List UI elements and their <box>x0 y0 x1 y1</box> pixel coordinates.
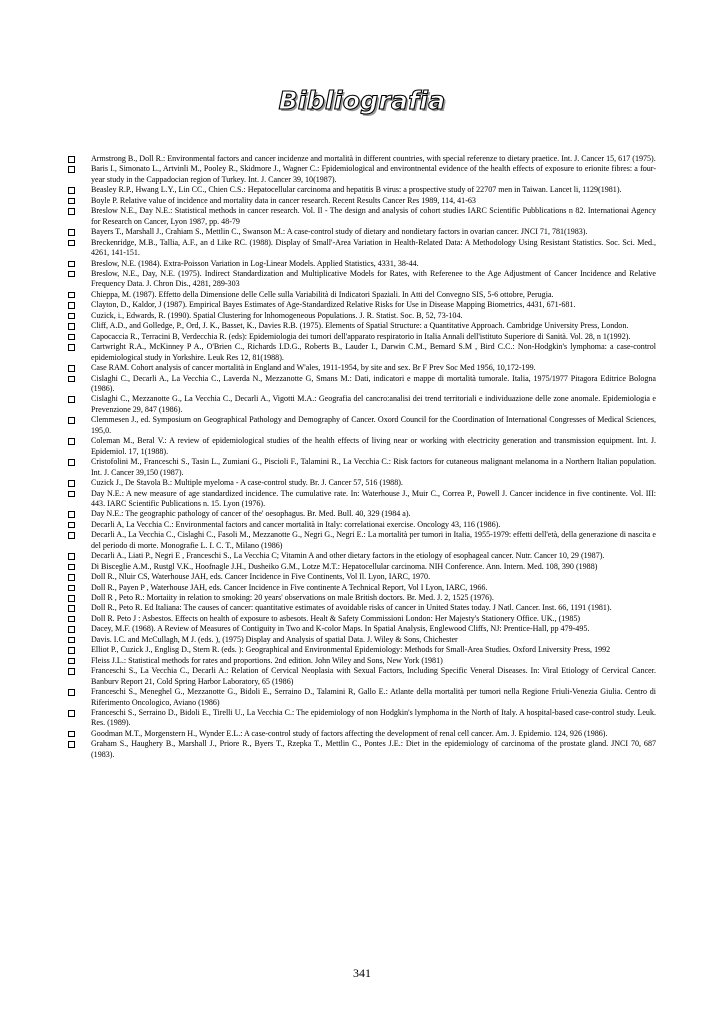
checkbox-bullet-icon <box>68 553 75 560</box>
bibliography-entry-text: Elliot P., Cuzick J., Englisg D., Stern R. (eds. ): Geographical and Environmental Epidemiology: Methods for Small-Area Studies. Oxford Lniversity Press, 1992 <box>91 645 611 655</box>
checkbox-bullet-icon <box>68 365 75 372</box>
bibliography-entry <box>68 332 656 342</box>
bibliography-entry-text: Di Bisceglie A.M., Rustgl V.K., Hoofnagle J.H., Dusheiko G.M., Lotze M.T.: Hepatocellular carcinoma. NIH Conference. Ann. Intern. Med. 108, 390 (1988) <box>91 561 598 571</box>
bibliography-entry <box>68 509 656 519</box>
bibliography-list <box>68 154 656 760</box>
bibliography-entry <box>68 593 656 603</box>
page-title: Bibliografia <box>278 86 446 115</box>
bibliography-entry-text: Davis. I.C. and McCullagh, M J. (eds. ), (1975) Display and Analysis of spatial Data. J. Wiley & Sons, Chichester <box>91 634 458 644</box>
bibliography-entry-text: Case RAM. Cohort analysis of cancer mortalità in England and W'ales, 1911-1954, by site and sex. Br F Prev Soc Med 1956, 10,172-199. <box>91 363 536 373</box>
bibliography-entry-text: Armstrong B., Doll R.: Environmental factors and cancer incidenze and mortalità in different countries, with special referenze to dietary praetice. Int. J. Cancer 15, 617 (1975). <box>91 154 656 163</box>
checkbox-bullet-icon <box>68 564 75 571</box>
bibliography-entry-text: Beasley R.P., Hwang L.Y., Lin CC., Chien C.S.: Hepatocellular carcinoma and hepatitis B virus: a prospective study of 22707 men in Taiwan. Lancet li, 1129(1981). <box>91 185 622 195</box>
checkbox-bullet-icon <box>68 271 75 278</box>
bibliography-entry-text: Bayers T., Marshall J., Crahiam S., Mettlin C., Swanson M.: A case-control study of dietary and nondietary factors in ovarian cancer. JNCI 71, 781(1983). <box>91 227 588 237</box>
checkbox-bullet-icon <box>68 292 75 299</box>
checkbox-bullet-icon <box>68 229 75 236</box>
bibliography-entry <box>68 394 656 415</box>
bibliography-entry <box>68 164 656 185</box>
checkbox-bullet-icon <box>68 334 75 341</box>
checkbox-bullet-icon <box>68 396 75 403</box>
checkbox-bullet-icon <box>68 522 75 529</box>
bibliography-entry-text: Dacey, M.F. (1968). A Review of Measures of Contiguity in Two and K-color Maps. In Spatial Analysis, Englewood Cliffs, NJ: Prentice-Hall, pp 479-495. <box>91 624 590 634</box>
checkbox-bullet-icon <box>68 637 75 644</box>
bibliography-entry-text: Breckenridge, M.B., Tallia, A.F., an d Like RC. (1988). Display of Small'-Area Variation in Health-Related Data: A Methodology Using Resistant Statistics. Soc. Sci. Med., 4261, 141-151. <box>91 237 656 258</box>
bibliography-entry <box>68 238 656 259</box>
bibliography-entry <box>68 342 656 363</box>
bibliography-entry <box>68 687 656 708</box>
bibliography-entry <box>68 415 656 436</box>
bibliography-entry <box>68 583 656 593</box>
bibliography-entry <box>68 196 656 206</box>
bibliography-entry <box>68 624 656 634</box>
bibliography-entry <box>68 457 656 478</box>
bibliography-entry <box>68 645 656 655</box>
bibliography-entry <box>68 656 656 666</box>
bibliography-entry-text: Capocaccia R., Terracini B, Verdecchia R. (eds): Epidemiologia dei tumori dell'apparato respiratorio in Italia Annali dell'istituto Superiore di Sanità. Vol. 28, n 1(1992). <box>91 331 631 341</box>
bibliography-entry-text: Fleiss J.L.: Statistical methods for rates and proportions. 2nd edition. John Wiley and Sons, New York (1981) <box>91 655 443 665</box>
checkbox-bullet-icon <box>68 376 75 383</box>
checkbox-bullet-icon <box>68 187 75 194</box>
bibliography-entry <box>68 666 656 687</box>
bibliography-entry <box>68 729 656 739</box>
bibliography-entry <box>68 708 656 729</box>
bibliography-entry-text: Cliff, A.D., and Golledge, P., Ord, J. K., Basset, K., Davies R.B. (1975). Elements of Spatial Structure: a Quantitative Approach. Cambridge University Press, London. <box>91 321 629 331</box>
checkbox-bullet-icon <box>68 741 75 748</box>
checkbox-bullet-icon <box>68 302 75 309</box>
checkbox-bullet-icon <box>68 491 75 498</box>
checkbox-bullet-icon <box>68 710 75 717</box>
checkbox-bullet-icon <box>68 626 75 633</box>
bibliography-entry <box>68 185 656 195</box>
checkbox-bullet-icon <box>68 438 75 445</box>
checkbox-bullet-icon <box>68 511 75 518</box>
bibliography-entry <box>68 363 656 373</box>
checkbox-bullet-icon <box>68 459 75 466</box>
bibliography-entry-text: Franceschi S., Serraino D., Bidoli E., Tirelli U., La Vecchia C.: The epidemiology of non Hodgkin's lymphoma in the North of Italy. A hospital-based case-control study. Leuk. Res. (1989). <box>91 708 656 728</box>
bibliography-entry <box>68 227 656 237</box>
bibliography-entry-text: Day N.E.: A new measure of age standardized incidence. The cumulative rate. In: Waterhouse J., Muir C., Correa P., Powell J. Cancer incidence in five continente. Vol. III: 443. IARC Scientific Publications n. 15. Lyon (1976). <box>91 488 656 508</box>
bibliography-entry-text: Doll R., Nluir CS, Waterhouse JAH, eds. Cancer Incidence in Five Continents, Vol Il. Lyon, IARC, 1970. <box>91 572 431 582</box>
bibliography-entry <box>68 290 656 300</box>
bibliography-entry <box>68 562 656 572</box>
bibliography-entry <box>68 551 656 561</box>
bibliography-entry-text: Breslow N.E., Day N.E.: Statistical methods in cancer research. Vol. Il - The design and analysis of cohort studies IARC Scientific Pubblications n 82. Internationai Agency for Research on Cancer, Lyon 1987, pp. 48-79 <box>91 206 656 226</box>
bibliography-entry <box>68 489 656 510</box>
bibliography-entry-text: Decarli A., La Vecchia C., Cislaghi C., Fasoli M., Mezzanotte G., Negri G., Negri E.: La mortalità per tumori in Italia, 1955-1979: effetti dell'età, della generazione di nascita e del periodo di morte. Monografie L. I. C. T., Milano (1986) <box>91 530 656 550</box>
bibliography-entry-text: Franceschi S., Meneghel G., Mezzanotte G., Bidoli E., Serraino D., Talamini R, Gallo E.: Atlante della mortalità per tumori nella Regione Friuli-Venezia Giulia. Centro di Riferimento Oncologico, Aviano (1986) <box>91 687 656 707</box>
bibliography-entry <box>68 530 656 551</box>
checkbox-bullet-icon <box>68 585 75 592</box>
checkbox-bullet-icon <box>68 198 75 205</box>
bibliography-entry-text: Doll R. Peto J : Asbestos. Effects on health of exposure to asbesots. Healt & Safety Commissioni London: Her Majesty's Stationery Office. UK., (1985) <box>91 613 581 623</box>
bibliography-entry-text: Decarli A, La Vecchia C.: Environmental factors and cancer mortalità in Italy: correlationai exercise. Oncology 43, 116 (1986). <box>91 519 501 529</box>
bibliography-entry <box>68 321 656 331</box>
bibliography-entry-text: Cartwright R.A., McKinney P A., O'Brien C., Richards I.D.G., Roberts B., Lauder I., Darwin C.M., Bemard S.M , Bird C.C.: Non-Hodgkin's lymphoma: a case-control epidemiological study in Yorkshire. Leuk Res 12, 81(1988). <box>91 342 656 362</box>
bibliography-entry <box>68 154 656 164</box>
bibliography-entry <box>68 436 656 457</box>
bibliography-entry <box>68 478 656 488</box>
checkbox-bullet-icon <box>68 689 75 696</box>
bibliography-entry-text: Cuzick J., De Stavola B.: Multiple myeloma - A case-control study. Br. J. Cancer 57, 516 (1988). <box>91 478 403 488</box>
bibliography-entry-text: Baris I., Simonato L., Artvinli M., Pooley R., Skidmore J., Wagner C.: Fpidemiological and environtnental evidence of the health effects of exposure to erionite fibres: a four-year study in the Cappadocian region of Turkey. Int. J. Cancer 39, 10(1987). <box>91 164 656 184</box>
bibliography-entry-text: Day N.E.: The geographic pathology of cancer of the' oesophagus. Br. Med. Bull. 40, 329 (1984 a). <box>91 509 411 519</box>
bibliography-entry-text: Breslow, N.E. (1984). Extra-Poisson Variation in Log-Linear Models. Applied Statistics, 4331, 38-44. <box>91 258 419 268</box>
bibliography-entry-text: Boyle P. Relative value of incidence and mortality data in cancer research. Recent Results Cancer Res 1989, 114, 41-63 <box>91 195 476 205</box>
bibliography-entry-text: Graham S., Haughery B., Marshall J., Priore R., Byers T., Rzepka T., Mettlin C., Pontes J.E.: Diet in the epidemiology of carcinoma of the prostate gland. JNCI 70, 687 (1983). <box>91 739 656 759</box>
checkbox-bullet-icon <box>68 240 75 247</box>
bibliography-entry-text: Chieppa, M. (1987). Effetto della Dimensione delle Celle sulla Variabilità di Indicatori Spaziali. In Atti del Convegno SIS, 5-6 ottobre, Perugia. <box>91 289 554 299</box>
checkbox-bullet-icon <box>68 595 75 602</box>
bibliography-entry <box>68 206 656 227</box>
checkbox-bullet-icon <box>68 208 75 215</box>
checkbox-bullet-icon <box>68 574 75 581</box>
checkbox-bullet-icon <box>68 480 75 487</box>
bibliography-entry-text: Coleman M., Beral V.: A review of epidemiological studies of the health effects of living near or working with electricity generation and transmission equipment. Int. J. Epidemiol. 17, 1(1988). <box>91 436 656 456</box>
checkbox-bullet-icon <box>68 605 75 612</box>
checkbox-bullet-icon <box>68 731 75 738</box>
bibliography-entry <box>68 603 656 613</box>
bibliography-entry <box>68 739 656 760</box>
checkbox-bullet-icon <box>68 166 75 173</box>
bibliography-entry <box>68 269 656 290</box>
bibliography-entry-text: Cristofolini M., Franceschi S., Tasin L., Zumiani G., Piscioli F., Talamini R., La Vecchia C.: Risk factors for cutaneous malignant melanoma in a Northern Italian population. Int. J. Cancer 39,150 (1987). <box>91 457 656 477</box>
checkbox-bullet-icon <box>68 261 75 268</box>
checkbox-bullet-icon <box>68 323 75 330</box>
bibliography-entry-text: Cuzick, i., Edwards, R. (1990). Spatial Clustering for lnhomogeneous Populations. J. R. Statist. Soc. B, 52, 73-104. <box>91 310 463 320</box>
bibliography-entry <box>68 311 656 321</box>
bibliography-entry <box>68 520 656 530</box>
checkbox-bullet-icon <box>68 616 75 623</box>
checkbox-bullet-icon <box>68 417 75 424</box>
bibliography-entry-text: Franceschi S., La Vecchia C., Decarli A.: Relation of Cervical Neoplasia with Sexual Factors, Including Specific Veneral Diseases. In: Viral Etiology of Cervical Cancer. Banburv Report 21, Cold Spring Harbor Laboratory, 65 (1986) <box>91 666 656 686</box>
bibliography-entry <box>68 614 656 624</box>
checkbox-bullet-icon <box>68 313 75 320</box>
bibliography-entry-text: Doll R., Peto R. Ed Italiana: The causes of cancer: quantitative estimates of avoidable risks of cancer in United States today. J Natl. Cancer. Inst. 66, 1191 (1981). <box>91 603 612 613</box>
checkbox-bullet-icon <box>68 647 75 654</box>
bibliography-entry <box>68 300 656 310</box>
checkbox-bullet-icon <box>68 532 75 539</box>
checkbox-bullet-icon <box>68 668 75 675</box>
bibliography-entry-text: Clayton, D., Kaldor, J (1987). Empirical Bayes Estimates of Age-Standardized Relative Risks for Use in Disease Mapping Biometrics, 4431, 671-681. <box>91 300 576 310</box>
page-number: 341 <box>353 966 371 980</box>
bibliography-entry-text: Goodman M.T., Morgenstern H., Wynder E.L.: A case-control study of factors affecting the development of renal cell cancer. Am. J. Epidemio. 124, 926 (1986). <box>91 728 608 738</box>
checkbox-bullet-icon <box>68 156 75 163</box>
bibliography-entry <box>68 635 656 645</box>
bibliography-entry <box>68 572 656 582</box>
bibliography-entry-text: Doll R , Peto R.: Mortaiity in relation to smoking: 20 years' observations on male British doctors. Br. Med. J. 2, 1525 (1976). <box>91 593 494 603</box>
bibliography-entry-text: Clemmesen J., ed. Symposium on Geographical Pathology and Demography of Cancer. Oxord Council for the Coordination of International Congresses of Medical Sciences, 195,0. <box>91 415 656 435</box>
bibliography-entry <box>68 259 656 269</box>
bibliography-entry-text: Decarli A., Liati P., Negri E , Franceschi S., La Vecchia C; Vitamin A and other dietary factors in the etiology of esophageal cancer. Nutr. Cancer 10, 29 (1987). <box>91 551 605 561</box>
bibliography-entry <box>68 374 656 395</box>
bibliography-entry-text: Cislaghi C., Mezzanotte G., La Vecchia C., Decarli A., Vigotti M.A.: Geografia del cancro:analisi dei trend territoriali e individuazione delle zone anomale. Epidemiologia e Prevenzione 29, 847 (1986). <box>91 394 656 414</box>
checkbox-bullet-icon <box>68 344 75 351</box>
bibliography-entry-text: Doll R., Payen P , Waterhouse JAH, eds. Cancer Incidence in Five continente A Technical Report, Vol I Lyon, IARC, 1966. <box>91 582 488 592</box>
bibliography-entry-text: Cislaghi C., Decarli A., La Vecchia C., Laverda N., Mezzanotte G, Smans M.: Dati, indicatori e mappe di mortalità tumorale. Italia, 1975/1977 Pitagora Editrice Bologna (1986). <box>91 373 656 393</box>
bibliography-entry-text: Breslow, N.E., Day, N.E. (1975). Indirect Standardization and Multiplicative Models for Rates, with Referenee to the Age Adjustment of Cancer Incidence and Relative Frequency Data. J. Chron Dis., 4281, 289-303 <box>91 268 656 289</box>
checkbox-bullet-icon <box>68 658 75 665</box>
